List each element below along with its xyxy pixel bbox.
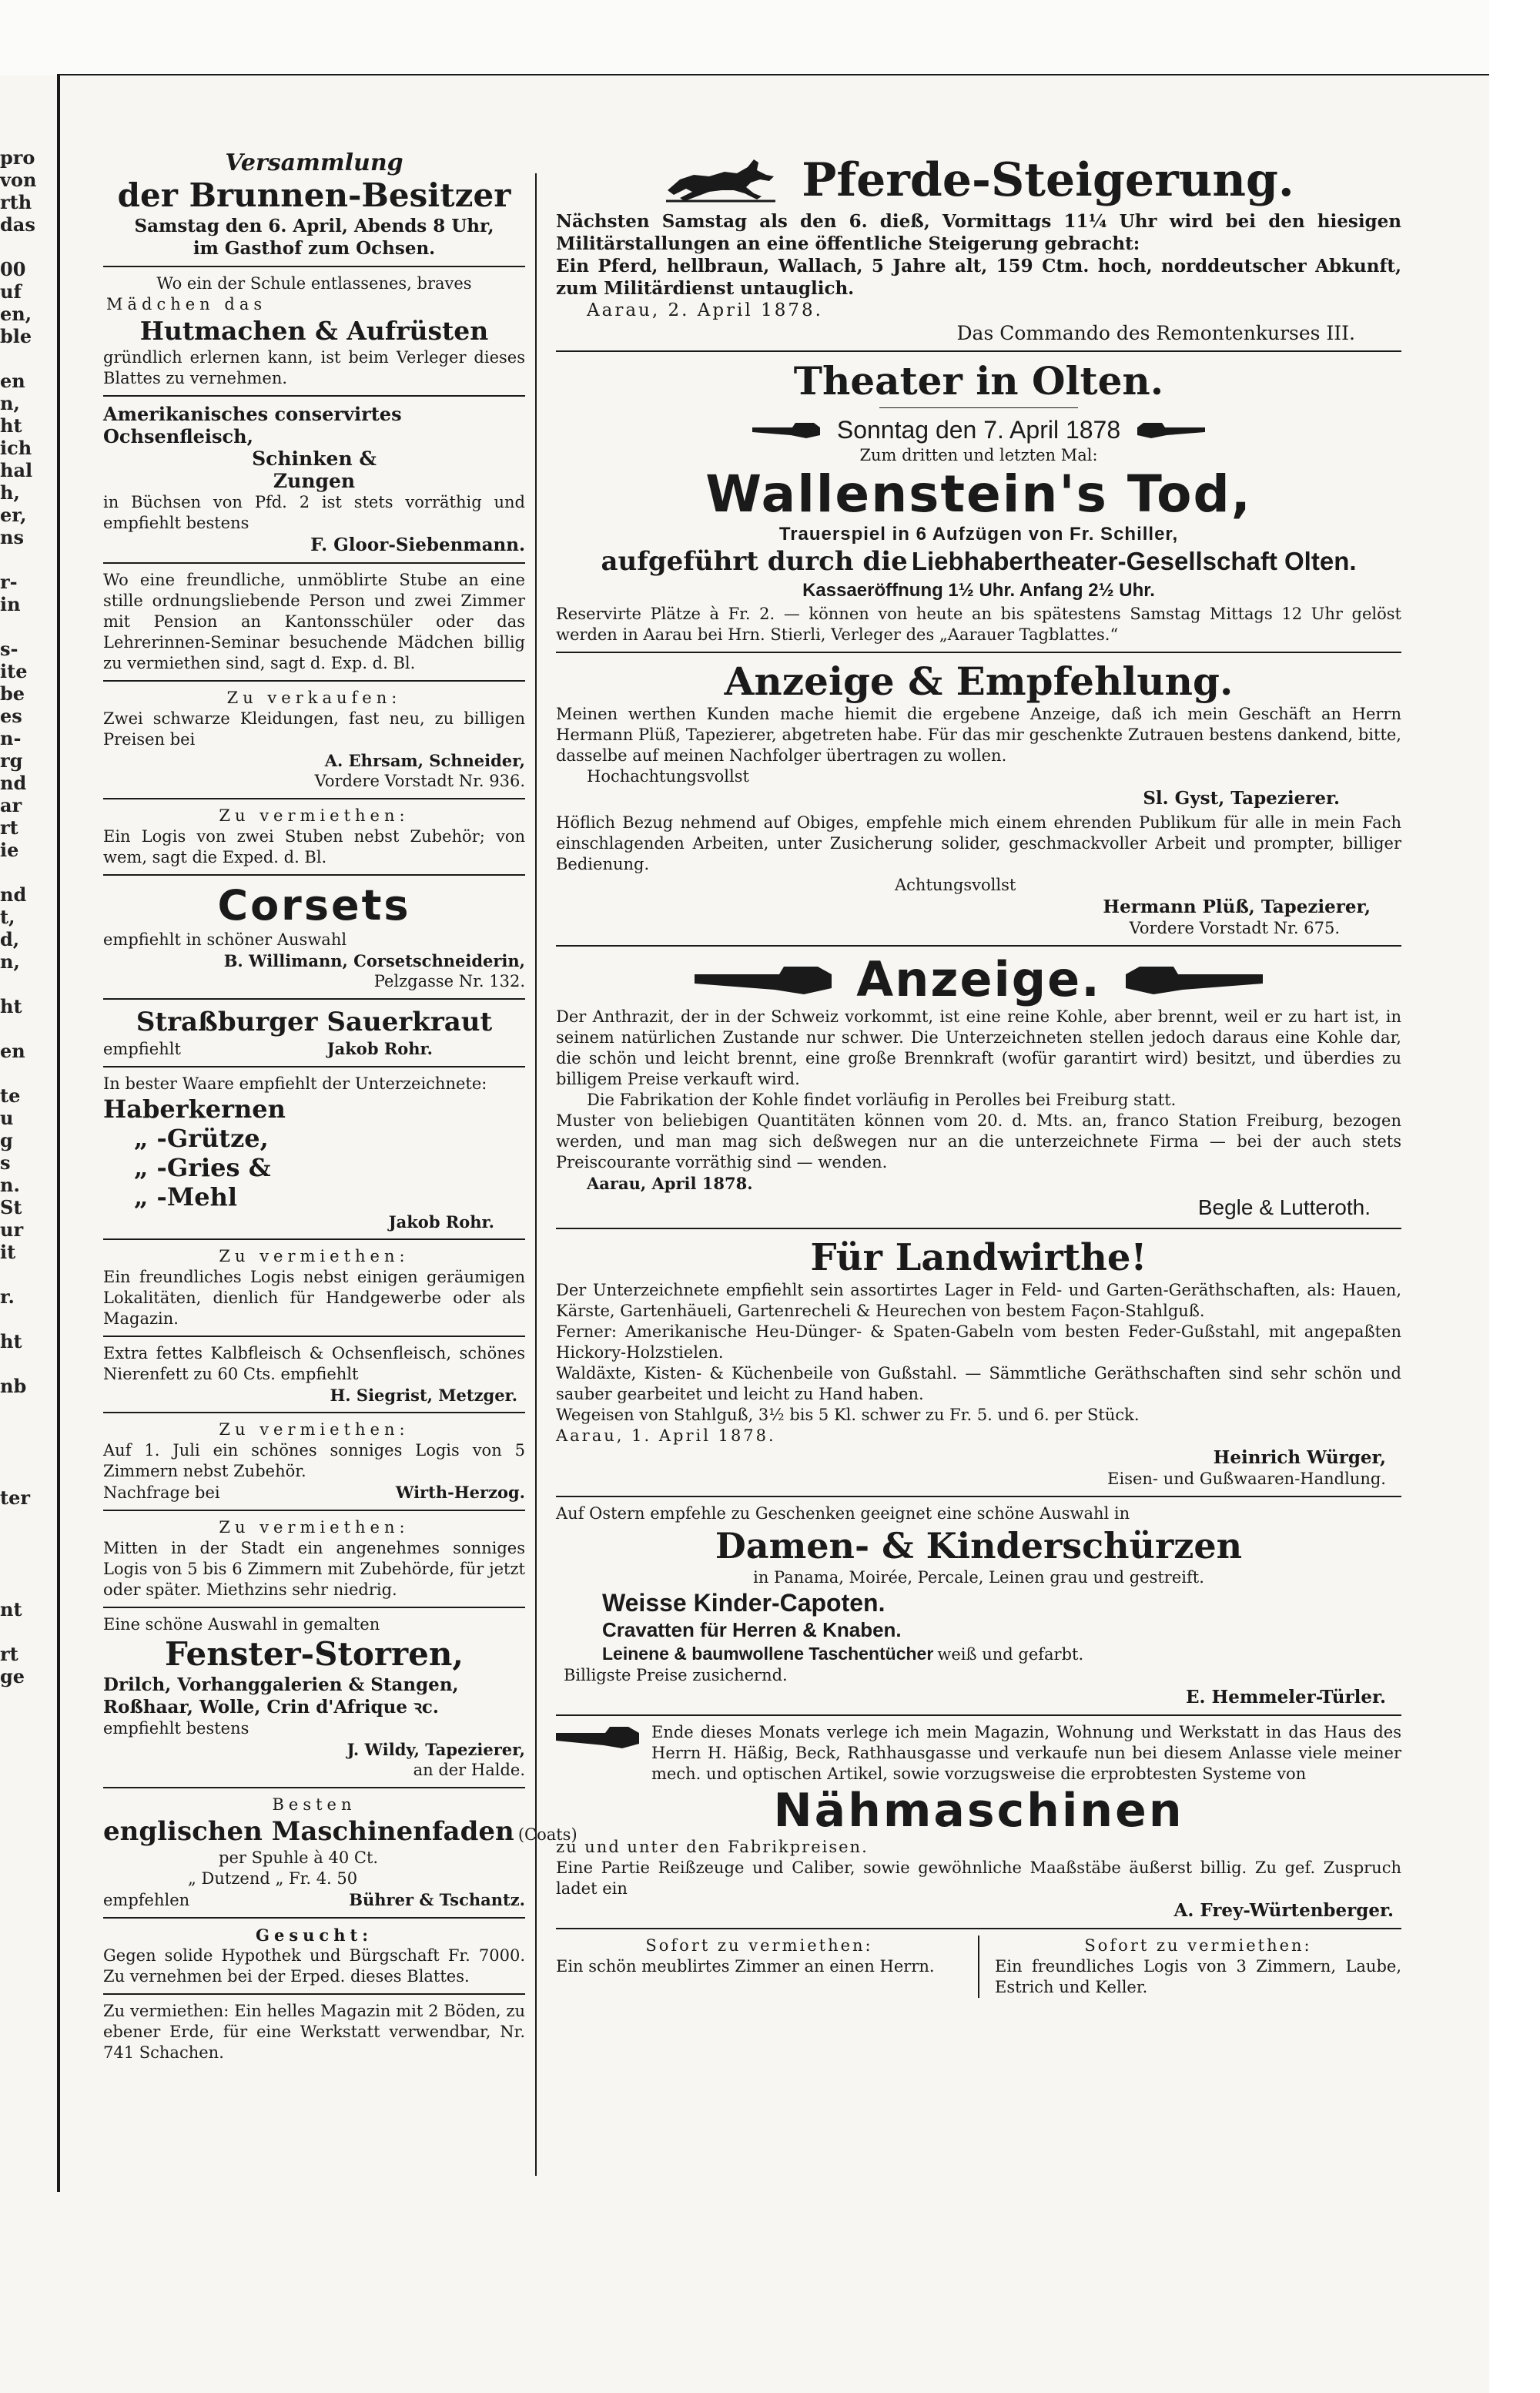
stadt-heading: Zu vermiethen: <box>219 1518 410 1537</box>
bleed-line <box>0 1553 49 1576</box>
bleed-line <box>0 861 49 883</box>
bleed-line: n, <box>0 950 20 973</box>
divider <box>103 1510 525 1511</box>
bleed-line: ter <box>0 1486 30 1509</box>
waare-item-2: „ -Grütze, <box>134 1124 269 1153</box>
bleed-line: be <box>0 682 25 705</box>
corsets-title: Corsets <box>217 881 411 930</box>
sauerkraut-row <box>103 1038 525 1060</box>
lokal-text: Ein freundliches Logis nebst einigen geräumigen Lokalitäten, dienlich für Handgewerbe oder als Magazin. <box>103 1268 525 1328</box>
bleed-line: er, <box>0 504 27 526</box>
theater-play: Wallenstein's Tod, <box>705 464 1252 524</box>
bleed-line <box>0 615 49 638</box>
fleisch-text: in Büchsen von Pfd. 2 ist stets vorräthig und empfiehlt bestens <box>103 493 525 532</box>
fleisch-title-3: Zungen <box>273 470 356 492</box>
anz-signature: Begle & Lutteroth. <box>1197 1195 1371 1219</box>
horse-icon <box>663 156 778 204</box>
pointing-hand-icon <box>1136 418 1205 441</box>
naeh-text: Ende dieses Monats verlege ich mein Magazin, Wohnung und Werkstatt in das Haus des Herrn H. Häßig, Beck, Rathhausgasse und verkaufe nun bei diesem Anlasse viele meiner mech. und optischen Artikel, sowie vorzugsweise die erprobtesten Systeme von <box>651 1723 1401 1783</box>
bleed-line: ns <box>0 526 24 548</box>
divider <box>556 1496 1401 1497</box>
divider <box>103 266 525 267</box>
pferde-signature: Das Commando des Remontenkurses III. <box>956 322 1355 344</box>
left-column <box>103 149 578 2063</box>
faden-heading: Besten <box>272 1795 357 1814</box>
hutmachen-title: Hutmachen & Aufrüsten <box>139 316 489 346</box>
divider <box>556 652 1401 653</box>
storren-left: empfiehlt bestens <box>103 1719 249 1738</box>
land-signature-2: Eisen- und Gußwaaren-Handlung. <box>1107 1470 1386 1488</box>
theater-date-row <box>556 414 1401 445</box>
bleed-line: nt <box>0 1598 22 1620</box>
empf-signature-2: Hermann Plüß, Tapezierer, <box>1103 897 1371 917</box>
ostern-line-3-row <box>556 1642 1401 1665</box>
divider <box>103 1238 525 1240</box>
faden-row <box>103 1889 525 1911</box>
ostern-line-3a: Leinene & baumwollene Taschentücher <box>602 1644 934 1664</box>
ostern-sub: in Panama, Moirée, Percale, Leinen grau und gestreift. <box>753 1568 1204 1587</box>
empf-text-2: Höflich Bezug nehmend auf Obiges, empfehle mich einem ehrenden Publikum für alle in mein Fach einschlagenden Arbeiten, unter Zusicherung solider, geschmackvoller Arbeit und prompter, billiger Bedienung. <box>556 813 1401 873</box>
bleed-line <box>0 1464 49 1486</box>
bleed-line <box>0 1419 49 1442</box>
corsets-signature-1: B. Willimann, Corsetschneiderin, <box>223 951 525 970</box>
bleed-line: rth <box>0 191 32 213</box>
juli-row <box>103 1482 525 1503</box>
land-signature-1: Heinrich Würger, <box>1213 1447 1386 1468</box>
theater-genre: Trauerspiel in 6 Aufzügen von Fr. Schiller, <box>778 524 1179 545</box>
naeh-signature: A. Frey-Würtenberger. <box>1173 1900 1394 1921</box>
waare-text: In bester Waare empfiehlt der Unterzeichnete: <box>103 1074 487 1093</box>
magazin-text: Zu vermiethen: Ein helles Magazin mit 2 Böden, zu ebener Erde, für eine Werkstatt verwendbar, Nr. 741 Schachen. <box>103 2002 525 2062</box>
right-column <box>556 150 1401 1998</box>
faden-line-1: per Spuhle à 40 Ct. <box>219 1848 379 1867</box>
bleed-line: ble <box>0 325 32 347</box>
ostern-line-3b: weiß und gefarbt. <box>937 1645 1084 1664</box>
bleed-line <box>0 1017 49 1040</box>
theater-sub: Zum dritten und letzten Mal: <box>859 446 1098 464</box>
juli-text: Auf 1. Juli ein schönes sonniges Logis von 5 Zimmern nebst Zubehör. <box>103 1441 525 1480</box>
scan-top-margin <box>0 0 1540 75</box>
bleed-line: ur <box>0 1218 24 1241</box>
storren-title: Fenster-Storren, <box>165 1635 464 1673</box>
bleed-line: r. <box>0 1285 15 1308</box>
pferde-heading-row <box>556 150 1401 210</box>
divider <box>556 1714 1401 1716</box>
versammlung-heading: Versammlung <box>225 149 403 176</box>
theater-title: Theater in Olten. <box>793 358 1164 404</box>
divider <box>103 1607 525 1608</box>
verkaufen-signature-1: A. Ehrsam, Schneider, <box>324 751 525 770</box>
theater-by-1: aufgeführt durch die <box>601 546 908 577</box>
sauerkraut-title: Straßburger Sauerkraut <box>136 1007 493 1037</box>
faden-title: englischen Maschinenfaden <box>103 1816 514 1847</box>
bleed-line <box>0 236 49 258</box>
bleed-line: en <box>0 370 25 392</box>
bleed-line: hal <box>0 459 33 481</box>
bleed-line: rt <box>0 816 18 839</box>
bleed-line: St <box>0 1196 22 1218</box>
divider <box>103 1787 525 1788</box>
fleisch-signature: F. Gloor-Siebenmann. <box>310 535 525 555</box>
kalb-signature: H. Siegrist, Metzger. <box>330 1386 517 1405</box>
bleed-line <box>0 1397 49 1419</box>
pointing-hand-icon <box>695 960 833 999</box>
bleed-line <box>0 1576 49 1598</box>
divider <box>103 874 525 876</box>
theater-times: Kassaeröffnung 1½ Uhr. Anfang 2½ Uhr. <box>802 580 1155 601</box>
juli-heading: Zu vermiethen: <box>219 1420 410 1439</box>
kalb-text: Extra fettes Kalbfleisch & Ochsenfleisch, schönes Nierenfett zu 60 Cts. empfiehlt <box>103 1344 525 1383</box>
empf-signature-3: Vordere Vorstadt Nr. 675. <box>1129 919 1340 937</box>
naeh-title: Nähmaschinen <box>773 1784 1184 1838</box>
land-text-2: Ferner: Amerikanische Heu-Dünger- & Spaten-Gabeln vom besten Feder-Gußstahl, mit angepaßten Hickory-Holzstielen. <box>556 1322 1401 1362</box>
pointing-hand-icon <box>1124 960 1263 999</box>
faden-left: empfehlen <box>103 1891 190 1909</box>
divider <box>103 998 525 1000</box>
pointing-hand-icon <box>556 1722 641 1753</box>
bleed-line: r- <box>0 571 18 593</box>
stube-text: Wo eine freundliche, unmöblirte Stube an eine stille ordnungsliebende Person und zwei Zimmer mit Pension an Kantonsschüler oder das Lehrerinnen-Seminar besuchende Mädchen billig zu vermiethen sind, sagt d. Exp. d. Bl. <box>103 571 525 672</box>
divider <box>103 680 525 682</box>
anz-title: Anzeige. <box>856 951 1101 1007</box>
bleed-line <box>0 1442 49 1464</box>
divider <box>879 407 1078 408</box>
divider <box>103 1336 525 1337</box>
anz-text-2: Die Fabrikation der Kohle findet vorläufig in Perolles bei Freiburg statt. <box>587 1091 1177 1109</box>
waare-item-3: „ -Gries & <box>134 1153 271 1182</box>
bleed-line: von <box>0 169 37 191</box>
faden-signature: Bührer & Tschantz. <box>349 1890 525 1909</box>
divider <box>556 1928 1401 1929</box>
logis1-heading: Zu vermiethen: <box>219 806 410 825</box>
bleed-line: g <box>0 1129 13 1151</box>
bleed-line <box>0 1710 49 1732</box>
waare-item-1: Haberkernen <box>103 1094 286 1124</box>
bleed-line: nd <box>0 883 27 906</box>
bleed-line: ht <box>0 1330 22 1352</box>
bleed-line <box>0 1688 49 1710</box>
bleed-line: ite <box>0 660 28 682</box>
verkaufen-signature-2: Vordere Vorstadt Nr. 936. <box>314 772 525 790</box>
storren-intro: Eine schöne Auswahl in gemalten <box>103 1615 380 1634</box>
ostern-intro: Auf Ostern empfehle zu Geschenken geeignet eine schöne Auswahl in <box>556 1504 1130 1523</box>
theater-by-row <box>556 545 1401 578</box>
juli-signature: Wirth-Herzog. <box>395 1483 525 1502</box>
juli-left: Nachfrage bei <box>103 1483 220 1502</box>
pointing-hand-icon <box>752 418 822 441</box>
waare-signature: Jakob Rohr. <box>388 1212 494 1232</box>
bleed-line <box>0 1263 49 1285</box>
bleed-line: 00 <box>0 258 26 280</box>
anz-text: Der Anthrazit, der in der Schweiz vorkommt, ist eine reine Kohle, aber brennt, weil er zu hart ist, in seinem natürlichen Zustande nur schwer. Die Unterzeichneten stellen jedoch daraus eine Kohle dar, die schön und leicht brennt, eine große Brennkraft (wofür garantirt wird) besitzt, und überdies zu billigem Preise verkauft wird. <box>556 1007 1401 1088</box>
bleed-line <box>0 1509 49 1531</box>
ostern-line-2: Cravatten für Herren & Knaben. <box>602 1618 902 1641</box>
sofort2-text: Ein freundliches Logis von 3 Zimmern, Laube, Estrich und Keller. <box>995 1957 1401 1996</box>
land-text-4: Wegeisen von Stahlguß, 3½ bis 5 Kl. schwer zu Fr. 5. und 6. per Stück. <box>556 1406 1140 1424</box>
logis1-text: Ein Logis von zwei Stuben nebst Zubehör; von wem, sagt die Exped. d. Bl. <box>103 827 525 866</box>
bleed-line: nd <box>0 772 27 794</box>
ostern-signature: E. Hemmeler-Türler. <box>1185 1687 1386 1708</box>
bleed-line: en <box>0 1040 25 1062</box>
empf-hoch: Hochachtungsvollst <box>587 767 749 786</box>
adjacent-page-bleed <box>0 146 49 1732</box>
verkaufen-heading: Zu verkaufen: <box>226 689 402 707</box>
land-text-3: Waldäxte, Kisten- & Küchenbeile von Gußstahl. — Sämmtliche Geräthschaften sind sehr schön und sauber gearbeitet und leicht zu Hand haben. <box>556 1364 1401 1403</box>
bleed-line: d, <box>0 928 20 950</box>
storren-signature-1: J. Wildy, Tapezierer, <box>346 1740 525 1759</box>
divider <box>103 1412 525 1413</box>
bleed-line <box>0 1308 49 1330</box>
pferde-date: Aarau, 2. April 1878. <box>587 300 823 320</box>
empf-title: Anzeige & Empfehlung. <box>724 659 1234 704</box>
ostern-line-1: Weisse Kinder-Capoten. <box>602 1589 886 1617</box>
naeh-text-2: zu und unter den Fabrikpreisen. <box>556 1838 869 1856</box>
divider <box>103 395 525 397</box>
sofort-2 <box>979 1936 1401 1998</box>
empf-acht: Achtungsvollst <box>895 876 1016 894</box>
sofort2-heading: Sofort zu vermiethen: <box>1084 1936 1312 1955</box>
fleisch-title-2: Schinken & <box>252 447 377 470</box>
divider <box>103 1993 525 1995</box>
bleed-line: ie <box>0 839 19 861</box>
bleed-line <box>0 1062 49 1084</box>
hutmachen-intro-2: Mädchen das <box>106 295 267 313</box>
verkaufen-text: Zwei schwarze Kleidungen, fast neu, zu billigen Preisen bei <box>103 709 525 749</box>
lokal-heading: Zu vermiethen: <box>219 1247 410 1265</box>
scan-right-margin <box>1489 0 1540 2393</box>
bleed-line: h, <box>0 481 20 504</box>
empf-text: Meinen werthen Kunden mache hiemit die ergebene Anzeige, daß ich mein Geschäft an Herrn Hermann Plüß, Tapezierer, abgetreten habe. Für das mir geschenkte Zutrauen bestens dankend, bitte, dasselbe auf meinen Nachfolger übertragen zu wollen. <box>556 705 1401 765</box>
sofort1-heading: Sofort zu vermiethen: <box>645 1936 873 1955</box>
bleed-line: in <box>0 593 21 615</box>
top-border <box>57 74 1489 75</box>
divider <box>103 562 525 564</box>
ostern-line-4: Billigste Preise zusichernd. <box>564 1666 788 1684</box>
bleed-line: ht <box>0 995 22 1017</box>
land-title: Für Landwirthe! <box>810 1236 1147 1279</box>
bleed-line <box>0 347 49 370</box>
theater-by-2: Liebhabertheater-Gesellschaft Olten. <box>911 547 1357 575</box>
anz-text-3: Muster von beliebigen Quantitäten können vom 20. d. Mts. an, franco Station Freiburg, bezogen werden, und man mag sich deßwegen nur an die unterzeichnete Firma — bei der auch stets Preiscourante vorräthig sind — wenden. <box>556 1111 1401 1171</box>
naeh-intro-row <box>556 1722 1401 1785</box>
bleed-line: ht <box>0 414 22 437</box>
naeh-text-3: Eine Partie Reißzeuge und Caliber, sowie gewöhnliche Maaßstäbe äußerst billig. Zu gef. Zuspruch ladet ein <box>556 1858 1401 1898</box>
bleed-line: es <box>0 705 22 727</box>
bleed-line: en, <box>0 303 32 325</box>
anz-date: Aarau, April 1878. <box>587 1174 753 1193</box>
bleed-line: s- <box>0 638 18 660</box>
bleed-line <box>0 548 49 571</box>
brunnen-date: Samstag den 6. April, Abends 8 Uhr, <box>134 216 494 236</box>
bleed-line: ge <box>0 1665 25 1688</box>
bleed-line: te <box>0 1084 21 1107</box>
faden-coats: (Coats) <box>517 1825 578 1844</box>
sofort-1 <box>556 1936 979 1998</box>
land-date: Aarau, 1. April 1878. <box>556 1426 776 1445</box>
bleed-line <box>0 1531 49 1553</box>
hutmachen-text: gründlich erlernen kann, ist beim Verleger dieses Blattes zu vernehmen. <box>103 348 525 387</box>
bleed-line: rg <box>0 749 23 772</box>
brunnen-place: im Gasthof zum Ochsen. <box>192 238 436 259</box>
bleed-line: pro <box>0 146 35 169</box>
bleed-line: s <box>0 1151 11 1174</box>
fleisch-title-1: Amerikanisches conservirtes Ochsenfleisch, <box>103 403 402 447</box>
divider <box>103 798 525 799</box>
land-text: Der Unterzeichnete empfiehlt sein assortirtes Lager in Feld- und Garten-Geräthschaften, als: Hauen, Kärste, Gartenhäueli, Gartenrecheli & Heurechen von bestem Façon-Stahlguß. <box>556 1281 1401 1320</box>
storren-sub-2: Roßhaar, Wolle, Crin d'Afrique ꝛc. <box>103 1697 439 1718</box>
divider <box>556 350 1401 352</box>
corsets-signature-2: Pelzgasse Nr. 132. <box>373 972 525 990</box>
anz-heading-row <box>556 953 1401 1007</box>
sofort1-text: Ein schön meublirtes Zimmer an einen Herrn. <box>556 1957 935 1976</box>
bleed-line: ich <box>0 437 32 459</box>
pferde-text-2: Ein Pferd, hellbraun, Wallach, 5 Jahre alt, 159 Ctm. hoch, norddeutscher Abkunft, zum Militärdienst untauglich. <box>556 256 1401 299</box>
bleed-line: rt <box>0 1643 18 1665</box>
faden-title-row <box>103 1815 578 1848</box>
bleed-line: it <box>0 1241 16 1263</box>
bleed-line: n, <box>0 392 20 414</box>
bleed-line: ar <box>0 794 22 816</box>
bleed-line <box>0 1620 49 1643</box>
gesucht-text: Gegen solide Hypothek und Bürgschaft Fr. 7000. Zu vernehmen bei der Erped. dieses Blattes. <box>103 1946 525 1986</box>
storren-sub-1: Drilch, Vorhanggalerien & Stangen, <box>103 1674 459 1695</box>
ostern-title: Damen- & Kinderschürzen <box>715 1525 1243 1567</box>
theater-date: Sonntag den 7. April 1878 <box>836 416 1121 444</box>
sauerkraut-signature: Jakob Rohr. <box>326 1039 433 1058</box>
theater-tickets: Reservirte Plätze à Fr. 2. — können von heute an bis spätestens Samstag Mittags 12 Uhr gelöst werden in Aarau bei Hrn. Stierli, Verleger des „Aarauer Tagblattes.“ <box>556 605 1401 644</box>
bleed-line: u <box>0 1107 14 1129</box>
divider <box>556 1228 1401 1229</box>
bleed-line: n. <box>0 1174 20 1196</box>
bleed-line: das <box>0 213 35 236</box>
storren-signature-2: an der Halde. <box>413 1761 525 1779</box>
sofort-row <box>556 1936 1401 1998</box>
waare-item-4: „ -Mehl <box>134 1182 238 1212</box>
column-divider <box>535 173 537 2176</box>
hutmachen-intro-1: Wo ein der Schule entlassenes, braves <box>156 274 472 293</box>
empf-signature-1: Sl. Gyst, Tapezierer. <box>1143 788 1340 809</box>
sauerkraut-left: empfiehlt <box>103 1040 181 1058</box>
divider <box>556 945 1401 947</box>
bleed-line: uf <box>0 280 22 303</box>
gesucht-heading: Gesucht: <box>256 1925 373 1945</box>
faden-line-2: „ Dutzend „ Fr. 4. 50 <box>188 1869 358 1888</box>
pferde-title: Pferde-Steigerung. <box>802 153 1294 207</box>
stadt-text: Mitten in der Stadt ein angenehmes sonniges Logis von 5 bis 6 Zimmern mit Zubehörde, für jetzt oder später. Miethzins sehr niedrig. <box>103 1539 525 1599</box>
bleed-line: t, <box>0 906 15 928</box>
left-column-border <box>57 74 60 2192</box>
brunnen-title: der Brunnen-Besitzer <box>117 176 511 214</box>
divider <box>103 1917 525 1919</box>
bleed-line <box>0 973 49 995</box>
pferde-text: Nächsten Samstag als den 6. dieß, Vormittags 11¼ Uhr wird bei den hiesigen Militärstallungen an eine öffentliche Steigerung gebracht: <box>556 211 1401 254</box>
divider <box>103 1066 525 1067</box>
corsets-text: empfiehlt in schöner Auswahl <box>103 930 347 949</box>
bleed-line: nb <box>0 1375 27 1397</box>
bleed-line: n- <box>0 727 22 749</box>
bleed-line <box>0 1352 49 1375</box>
